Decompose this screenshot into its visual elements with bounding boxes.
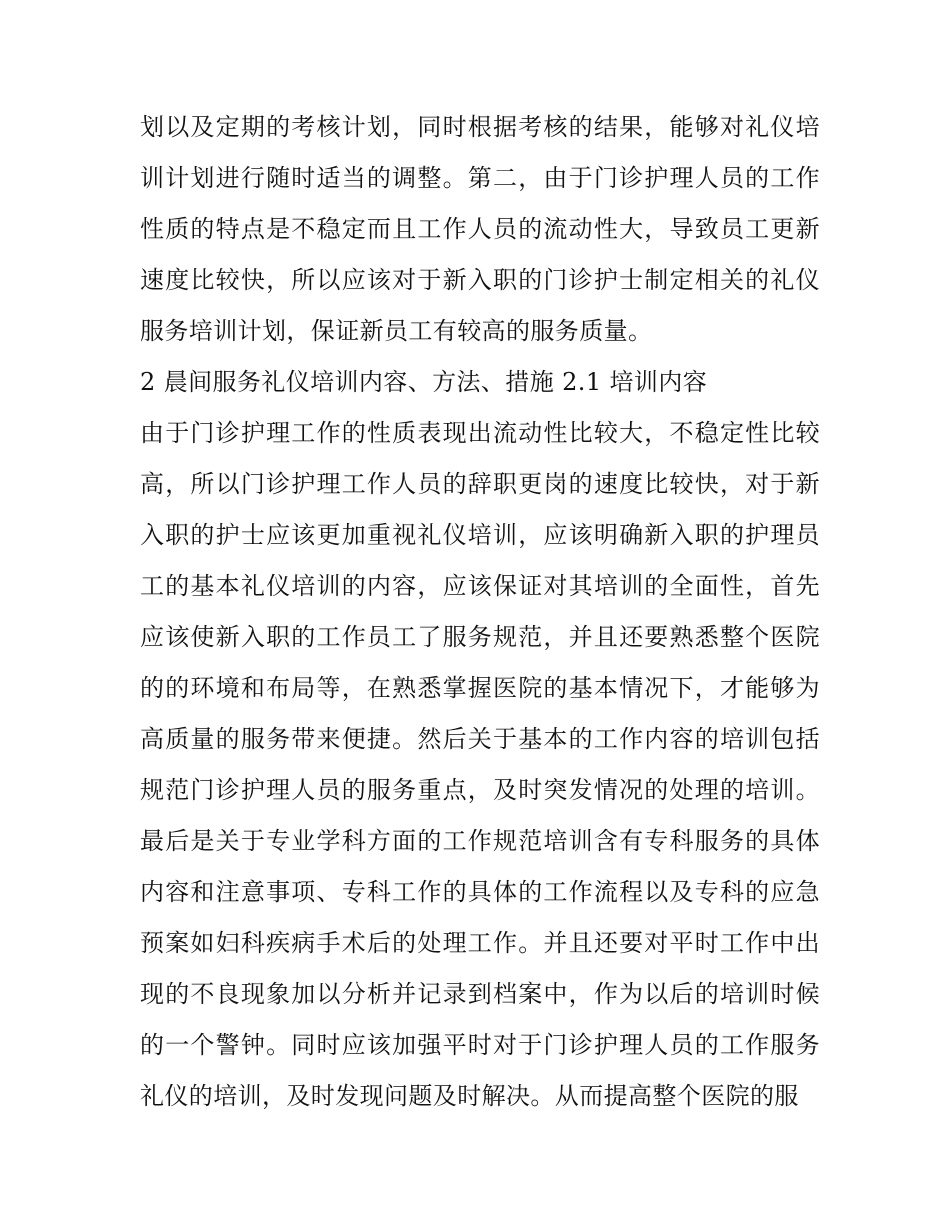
section-heading: 2 晨间服务礼仪培训内容、方法、措施 2.1 培训内容 [140,368,708,396]
body-paragraph: 由于门诊护理工作的性质表现出流动性比较大，不稳定性比较高，所以门诊护理工作人员的辞职更岗的速度比较快，对于新入职的护士应该更加重视礼仪培训，应该明确新入职的护理员工的基本礼仪培训的内容，应该保证对其培训的全面性，首先应该使新入职的工作员工了服务规范，并且还要熟悉整个医院的的环境和布局等，在熟悉掌握医院的基本情况下，才能够为高质量的服务带来便捷。然后关于基本的工作内容的培训包括规范门诊护理人员的服务重点，及时突发情况的处理的培训。最后是关于专业学科方面的工作规范培训含有专科服务的具体内容和注意事项、专科工作的具体的工作流程以及专科的应急预案如妇科疾病手术后的处理工作。并且还要对平时工作中出现的不良现象加以分析并记录到档案中，作为以后的培训时候的一个警钟。同时应该加强平时对于门诊护理人员的工作服务礼仪的培训，及时发现问题及时解决。从而提高整个医院的服 [140,419,820,1110]
body-paragraph: 划以及定期的考核计划，同时根据考核的结果，能够对礼仪培训计划进行随时适当的调整。第二，由于门诊护理人员的工作性质的特点是不稳定而且工作人员的流动性大，导致员工更新速度比较快，所以应该对于新入职的门诊护士制定相关的礼仪服务培训计划，保证新员工有较高的服务质量。 [140,113,820,345]
